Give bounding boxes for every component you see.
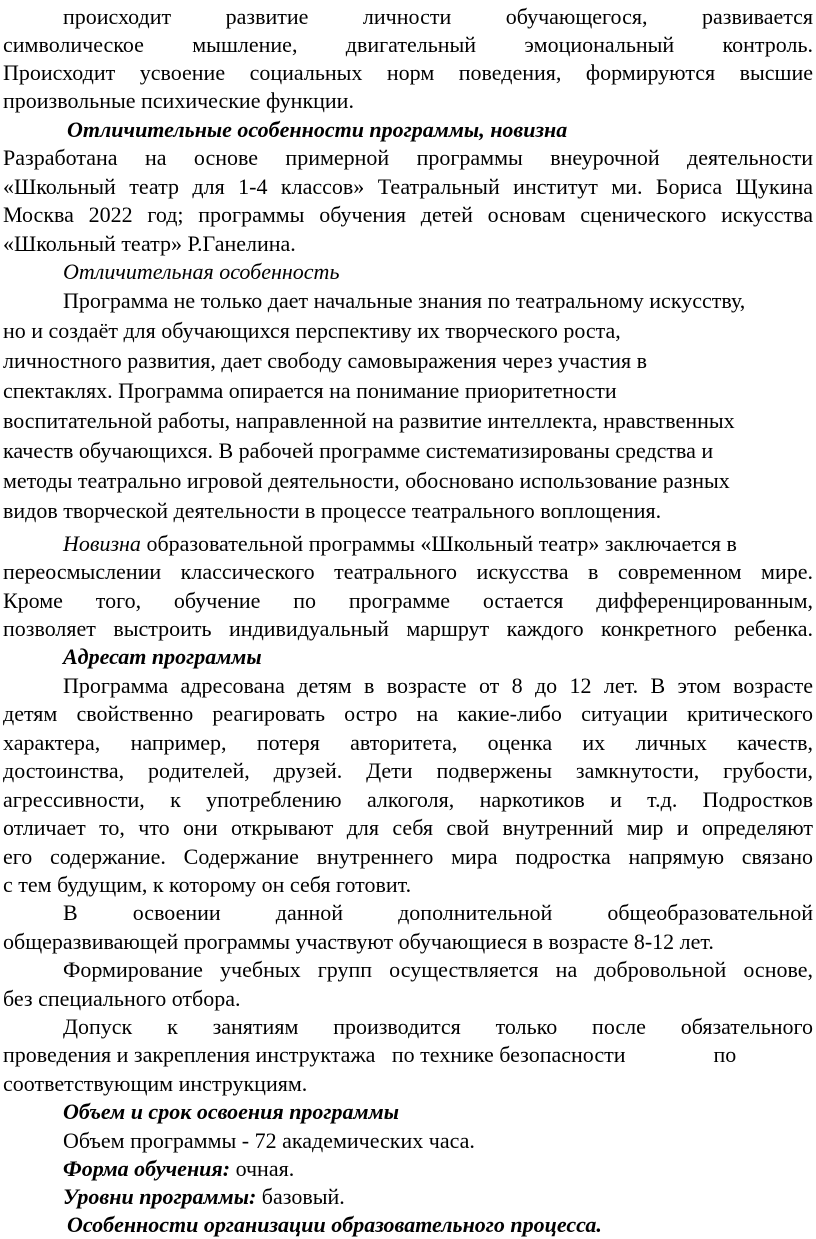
paragraph-line: отличает то, что они открывают для себя свой внутренний мир и определяют: [3, 815, 813, 840]
paragraph-line: качеств обучающихся. В рабочей программе систематизированы средства и: [3, 438, 714, 463]
levels-label: Уровни программы:: [63, 1184, 257, 1209]
section-heading: Особенности организации образовательного процесса.: [67, 1212, 602, 1237]
paragraph-line: но и создаёт для обучающихся перспективу их творческого роста,: [3, 318, 621, 343]
paragraph-text: образовательной программы «Школьный театр» заключается в: [140, 531, 737, 556]
paragraph-line: переосмыслении классического театрального искусства в современном мире.: [3, 559, 813, 584]
paragraph-line: позволяет выстроить индивидуальный маршрут каждого конкретного ребенка.: [3, 616, 813, 641]
paragraph-line: происходит развитие личности обучающегося, развивается: [63, 4, 813, 29]
paragraph-line: Программа адресована детям в возрасте от 8 до 12 лет. В этом возрасте: [63, 673, 813, 698]
levels-value: базовый.: [256, 1184, 345, 1209]
paragraph-line: Допуск к занятиям производится только после обязательного: [63, 1014, 813, 1039]
paragraph-line: символическое мышление, двигательный эмоциональный контроль.: [3, 32, 813, 57]
section-heading: Отличительные особенности программы, новизна: [67, 117, 568, 142]
paragraph-line: «Школьный театр для 1-4 классов» Театральный институт ми. Бориса Щукина: [3, 174, 813, 199]
paragraph-line: проведения и закрепления инструктажа по технике безопасности по: [3, 1042, 737, 1067]
paragraph-line: общеразвивающей программы участвуют обучающиеся в возрасте 8-12 лет.: [3, 929, 714, 954]
paragraph-line: Происходит усвоение социальных норм поведения, формируются высшие: [3, 60, 813, 85]
paragraph-line: личностного развития, дает свободу самовыражения через участия в: [3, 348, 648, 373]
paragraph-line: [63, 530, 813, 558]
form-label: Форма обучения:: [63, 1156, 231, 1181]
paragraph-line: методы театрально игровой деятельности, обосновано использование разных: [3, 468, 730, 493]
paragraph-line: детям свойственно реагировать остро на какие-либо ситуации критического: [3, 701, 813, 726]
paragraph-line: Программа не только дает начальные знания по театральному искусству,: [63, 288, 746, 313]
paragraph-line: воспитательной работы, направленной на развитие интеллекта, нравственных: [3, 408, 735, 433]
paragraph-line: «Школьный театр» Р.Ганелина.: [3, 231, 296, 256]
paragraph-line: Разработана на основе примерной программы внеурочной деятельности: [3, 145, 813, 170]
paragraph-line: его содержание. Содержание внутреннего мира подростка напрямую связано: [3, 844, 813, 869]
form-line: [63, 1155, 813, 1183]
paragraph-line: Формирование учебных групп осуществляется на добровольной основе,: [63, 957, 813, 982]
paragraph-line: спектаклях. Программа опирается на понимание приоритетности: [3, 378, 617, 403]
paragraph-line: с тем будущим, к которому он себя готовит.: [3, 872, 412, 897]
paragraph-line: без специального отбора.: [3, 986, 241, 1011]
section-heading: Отличительная особенность: [63, 259, 340, 284]
paragraph-line: Москва 2022 год; программы обучения детей основам сценического искусства: [3, 202, 813, 227]
levels-line: [63, 1183, 813, 1211]
emphasis-term: Новизна: [63, 531, 141, 556]
paragraph-line: Кроме того, обучение по программе остается дифференцированным,: [3, 588, 813, 613]
paragraph-line: видов творческой деятельности в процессе театрального воплощения.: [3, 498, 662, 523]
paragraph-line: соответствующим инструкциям.: [3, 1071, 308, 1096]
paragraph-line: достоинства, родителей, друзей. Дети подвержены замкнутости, грубости,: [3, 758, 813, 783]
section-heading: Объем и срок освоения программы: [63, 1099, 399, 1124]
volume-line: Объем программы - 72 академических часа.: [63, 1128, 475, 1153]
paragraph-line: агрессивности, к употреблению алкоголя, наркотиков и т.д. Подростков: [3, 787, 813, 812]
section-heading: Адресат программы: [63, 644, 262, 669]
form-value: очная.: [230, 1156, 295, 1181]
paragraph-line: произвольные психические функции.: [3, 88, 354, 113]
paragraph-line: В освоении данной дополнительной общеобразовательной: [63, 900, 813, 925]
paragraph-line: характера, например, потеря авторитета, оценка их личных качеств,: [3, 730, 813, 755]
